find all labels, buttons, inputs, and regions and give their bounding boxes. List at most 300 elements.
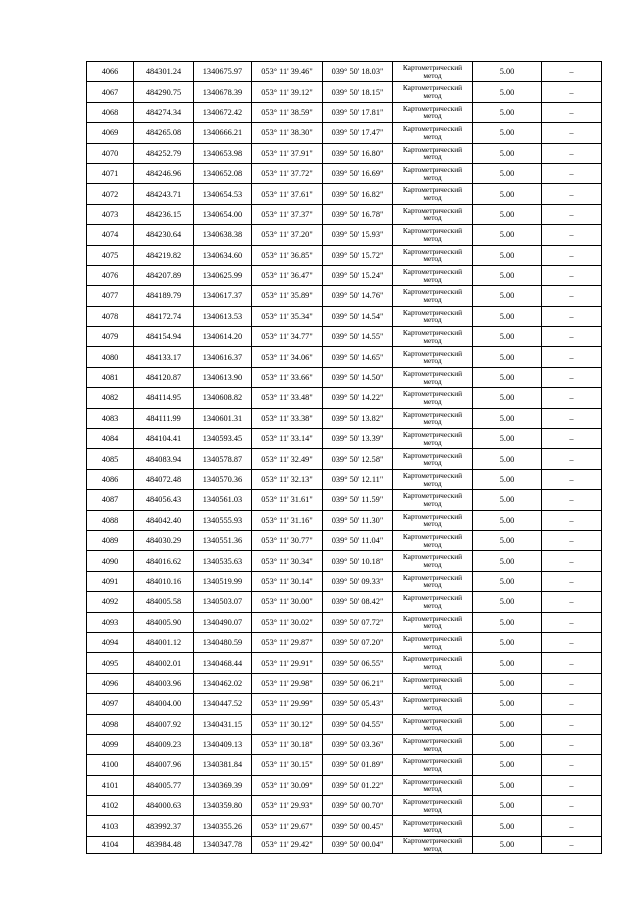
method-cell: Картометрический метод	[393, 347, 473, 367]
latitude-cell: 053° 11' 29.87"	[252, 632, 323, 652]
point-number-cell: 4093	[87, 612, 134, 632]
point-number-cell: 4088	[87, 510, 134, 530]
x-coordinate-cell: 484154.94	[134, 327, 194, 347]
method-cell: Картометрический метод	[393, 367, 473, 387]
precision-cell: 5.00	[473, 530, 542, 550]
method-cell: Картометрический метод	[393, 836, 473, 853]
note-cell: –	[542, 755, 602, 775]
method-cell: Картометрический метод	[393, 429, 473, 449]
longitude-cell: 039° 50' 16.80"	[323, 143, 393, 163]
x-coordinate-cell: 484005.58	[134, 592, 194, 612]
longitude-cell: 039° 50' 14.22"	[323, 388, 393, 408]
x-coordinate-cell: 484042.40	[134, 510, 194, 530]
point-number-cell: 4081	[87, 367, 134, 387]
table-row	[87, 265, 602, 285]
method-cell: Картометрический метод	[393, 143, 473, 163]
y-coordinate-cell: 1340447.52	[194, 694, 252, 714]
note-cell: –	[542, 836, 602, 853]
note-cell: –	[542, 245, 602, 265]
longitude-cell: 039° 50' 14.65"	[323, 347, 393, 367]
latitude-cell: 053° 11' 38.59"	[252, 102, 323, 122]
table-row	[87, 62, 602, 82]
x-coordinate-cell: 484072.48	[134, 469, 194, 489]
note-cell: –	[542, 653, 602, 673]
latitude-cell: 053° 11' 36.47"	[252, 265, 323, 285]
note-cell: –	[542, 327, 602, 347]
point-number-cell: 4097	[87, 694, 134, 714]
longitude-cell: 039° 50' 08.42"	[323, 592, 393, 612]
precision-cell: 5.00	[473, 836, 542, 853]
point-number-cell: 4077	[87, 286, 134, 306]
y-coordinate-cell: 1340654.53	[194, 184, 252, 204]
method-cell: Картометрический метод	[393, 694, 473, 714]
x-coordinate-cell: 484246.96	[134, 163, 194, 183]
table-row	[87, 490, 602, 510]
precision-cell: 5.00	[473, 265, 542, 285]
longitude-cell: 039° 50' 16.82"	[323, 184, 393, 204]
method-cell: Картометрический метод	[393, 796, 473, 816]
table-row	[87, 102, 602, 122]
y-coordinate-cell: 1340480.59	[194, 632, 252, 652]
method-cell: Картометрический метод	[393, 123, 473, 143]
method-cell: Картометрический метод	[393, 225, 473, 245]
y-coordinate-cell: 1340638.38	[194, 225, 252, 245]
note-cell: –	[542, 612, 602, 632]
latitude-cell: 053° 11' 30.34"	[252, 551, 323, 571]
table-row	[87, 694, 602, 714]
precision-cell: 5.00	[473, 367, 542, 387]
y-coordinate-cell: 1340468.44	[194, 653, 252, 673]
latitude-cell: 053° 11' 32.13"	[252, 469, 323, 489]
longitude-cell: 039° 50' 03.36"	[323, 734, 393, 754]
y-coordinate-cell: 1340490.07	[194, 612, 252, 632]
note-cell: –	[542, 102, 602, 122]
note-cell: –	[542, 184, 602, 204]
table-row	[87, 632, 602, 652]
x-coordinate-cell: 484230.64	[134, 225, 194, 245]
point-number-cell: 4072	[87, 184, 134, 204]
latitude-cell: 053° 11' 31.61"	[252, 490, 323, 510]
longitude-cell: 039° 50' 12.11"	[323, 469, 393, 489]
point-number-cell: 4087	[87, 490, 134, 510]
table-row	[87, 510, 602, 530]
latitude-cell: 053° 11' 34.77"	[252, 327, 323, 347]
y-coordinate-cell: 1340593.45	[194, 429, 252, 449]
precision-cell: 5.00	[473, 327, 542, 347]
longitude-cell: 039° 50' 15.24"	[323, 265, 393, 285]
note-cell: –	[542, 367, 602, 387]
note-cell: –	[542, 796, 602, 816]
y-coordinate-cell: 1340431.15	[194, 714, 252, 734]
point-number-cell: 4086	[87, 469, 134, 489]
table-row	[87, 184, 602, 204]
point-number-cell: 4090	[87, 551, 134, 571]
method-cell: Картометрический метод	[393, 82, 473, 102]
x-coordinate-cell: 484010.16	[134, 571, 194, 591]
latitude-cell: 053° 11' 30.09"	[252, 775, 323, 795]
table-row	[87, 388, 602, 408]
x-coordinate-cell: 484301.24	[134, 62, 194, 82]
x-coordinate-cell: 484030.29	[134, 530, 194, 550]
x-coordinate-cell: 484007.92	[134, 714, 194, 734]
note-cell: –	[542, 571, 602, 591]
precision-cell: 5.00	[473, 347, 542, 367]
precision-cell: 5.00	[473, 408, 542, 428]
precision-cell: 5.00	[473, 449, 542, 469]
table-row	[87, 673, 602, 693]
table-row	[87, 551, 602, 571]
y-coordinate-cell: 1340652.08	[194, 163, 252, 183]
x-coordinate-cell: 484005.77	[134, 775, 194, 795]
y-coordinate-cell: 1340608.82	[194, 388, 252, 408]
x-coordinate-cell: 484219.82	[134, 245, 194, 265]
note-cell: –	[542, 429, 602, 449]
precision-cell: 5.00	[473, 592, 542, 612]
precision-cell: 5.00	[473, 551, 542, 571]
latitude-cell: 053° 11' 33.48"	[252, 388, 323, 408]
latitude-cell: 053° 11' 30.00"	[252, 592, 323, 612]
x-coordinate-cell: 484207.89	[134, 265, 194, 285]
table-row	[87, 408, 602, 428]
latitude-cell: 053° 11' 37.91"	[252, 143, 323, 163]
point-number-cell: 4095	[87, 653, 134, 673]
method-cell: Картометрический метод	[393, 286, 473, 306]
longitude-cell: 039° 50' 06.55"	[323, 653, 393, 673]
note-cell: –	[542, 734, 602, 754]
table-body	[87, 62, 602, 854]
note-cell: –	[542, 490, 602, 510]
latitude-cell: 053° 11' 29.42"	[252, 836, 323, 853]
table-row	[87, 755, 602, 775]
longitude-cell: 039° 50' 16.78"	[323, 204, 393, 224]
note-cell: –	[542, 694, 602, 714]
point-number-cell: 4089	[87, 530, 134, 550]
point-number-cell: 4067	[87, 82, 134, 102]
x-coordinate-cell: 484016.62	[134, 551, 194, 571]
table-row	[87, 327, 602, 347]
method-cell: Картометрический метод	[393, 673, 473, 693]
y-coordinate-cell: 1340555.93	[194, 510, 252, 530]
note-cell: –	[542, 673, 602, 693]
note-cell: –	[542, 469, 602, 489]
table-row	[87, 245, 602, 265]
note-cell: –	[542, 592, 602, 612]
precision-cell: 5.00	[473, 123, 542, 143]
point-number-cell: 4070	[87, 143, 134, 163]
note-cell: –	[542, 775, 602, 795]
x-coordinate-cell: 484056.43	[134, 490, 194, 510]
point-number-cell: 4094	[87, 632, 134, 652]
method-cell: Картометрический метод	[393, 163, 473, 183]
latitude-cell: 053° 11' 39.12"	[252, 82, 323, 102]
y-coordinate-cell: 1340519.99	[194, 571, 252, 591]
point-number-cell: 4078	[87, 306, 134, 326]
x-coordinate-cell: 484002.01	[134, 653, 194, 673]
longitude-cell: 039° 50' 07.72"	[323, 612, 393, 632]
note-cell: –	[542, 510, 602, 530]
longitude-cell: 039° 50' 13.82"	[323, 408, 393, 428]
table-row	[87, 796, 602, 816]
longitude-cell: 039° 50' 04.55"	[323, 714, 393, 734]
method-cell: Картометрический метод	[393, 184, 473, 204]
y-coordinate-cell: 1340672.42	[194, 102, 252, 122]
latitude-cell: 053° 11' 33.38"	[252, 408, 323, 428]
y-coordinate-cell: 1340535.63	[194, 551, 252, 571]
longitude-cell: 039° 50' 14.55"	[323, 327, 393, 347]
method-cell: Картометрический метод	[393, 408, 473, 428]
table-row	[87, 592, 602, 612]
note-cell: –	[542, 306, 602, 326]
x-coordinate-cell: 483992.37	[134, 816, 194, 836]
longitude-cell: 039° 50' 11.30"	[323, 510, 393, 530]
longitude-cell: 039° 50' 18.03"	[323, 62, 393, 82]
note-cell: –	[542, 143, 602, 163]
note-cell: –	[542, 449, 602, 469]
y-coordinate-cell: 1340578.87	[194, 449, 252, 469]
y-coordinate-cell: 1340381.84	[194, 755, 252, 775]
x-coordinate-cell: 484005.90	[134, 612, 194, 632]
precision-cell: 5.00	[473, 429, 542, 449]
point-number-cell: 4071	[87, 163, 134, 183]
note-cell: –	[542, 551, 602, 571]
point-number-cell: 4100	[87, 755, 134, 775]
point-number-cell: 4085	[87, 449, 134, 469]
latitude-cell: 053° 11' 30.02"	[252, 612, 323, 632]
method-cell: Картометрический метод	[393, 734, 473, 754]
table-row	[87, 286, 602, 306]
x-coordinate-cell: 484252.79	[134, 143, 194, 163]
method-cell: Картометрический метод	[393, 653, 473, 673]
y-coordinate-cell: 1340625.99	[194, 265, 252, 285]
x-coordinate-cell: 484007.96	[134, 755, 194, 775]
y-coordinate-cell: 1340570.36	[194, 469, 252, 489]
point-number-cell: 4075	[87, 245, 134, 265]
table-row	[87, 225, 602, 245]
method-cell: Картометрический метод	[393, 102, 473, 122]
coordinates-table-wrapper	[86, 61, 601, 854]
method-cell: Картометрический метод	[393, 265, 473, 285]
longitude-cell: 039° 50' 13.39"	[323, 429, 393, 449]
longitude-cell: 039° 50' 07.20"	[323, 632, 393, 652]
y-coordinate-cell: 1340613.53	[194, 306, 252, 326]
point-number-cell: 4102	[87, 796, 134, 816]
y-coordinate-cell: 1340617.37	[194, 286, 252, 306]
latitude-cell: 053° 11' 30.14"	[252, 571, 323, 591]
point-number-cell: 4098	[87, 714, 134, 734]
latitude-cell: 053° 11' 38.30"	[252, 123, 323, 143]
x-coordinate-cell: 484003.96	[134, 673, 194, 693]
y-coordinate-cell: 1340654.00	[194, 204, 252, 224]
table-row	[87, 367, 602, 387]
method-cell: Картометрический метод	[393, 62, 473, 82]
latitude-cell: 053° 11' 30.18"	[252, 734, 323, 754]
precision-cell: 5.00	[473, 225, 542, 245]
y-coordinate-cell: 1340369.39	[194, 775, 252, 795]
longitude-cell: 039° 50' 16.69"	[323, 163, 393, 183]
table-row	[87, 429, 602, 449]
precision-cell: 5.00	[473, 571, 542, 591]
latitude-cell: 053° 11' 36.85"	[252, 245, 323, 265]
x-coordinate-cell: 484172.74	[134, 306, 194, 326]
precision-cell: 5.00	[473, 163, 542, 183]
precision-cell: 5.00	[473, 469, 542, 489]
longitude-cell: 039° 50' 15.72"	[323, 245, 393, 265]
method-cell: Картометрический метод	[393, 469, 473, 489]
y-coordinate-cell: 1340653.98	[194, 143, 252, 163]
precision-cell: 5.00	[473, 102, 542, 122]
latitude-cell: 053° 11' 37.72"	[252, 163, 323, 183]
latitude-cell: 053° 11' 34.06"	[252, 347, 323, 367]
precision-cell: 5.00	[473, 245, 542, 265]
note-cell: –	[542, 714, 602, 734]
precision-cell: 5.00	[473, 714, 542, 734]
note-cell: –	[542, 225, 602, 245]
latitude-cell: 053° 11' 30.77"	[252, 530, 323, 550]
method-cell: Картометрический метод	[393, 775, 473, 795]
latitude-cell: 053° 11' 37.20"	[252, 225, 323, 245]
y-coordinate-cell: 1340355.26	[194, 816, 252, 836]
precision-cell: 5.00	[473, 184, 542, 204]
longitude-cell: 039° 50' 01.22"	[323, 775, 393, 795]
table-row	[87, 612, 602, 632]
precision-cell: 5.00	[473, 143, 542, 163]
table-row	[87, 836, 602, 853]
precision-cell: 5.00	[473, 775, 542, 795]
latitude-cell: 053° 11' 37.61"	[252, 184, 323, 204]
precision-cell: 5.00	[473, 62, 542, 82]
note-cell: –	[542, 286, 602, 306]
point-number-cell: 4079	[87, 327, 134, 347]
precision-cell: 5.00	[473, 734, 542, 754]
x-coordinate-cell: 484265.08	[134, 123, 194, 143]
longitude-cell: 039° 50' 09.33"	[323, 571, 393, 591]
longitude-cell: 039° 50' 14.76"	[323, 286, 393, 306]
latitude-cell: 053° 11' 30.12"	[252, 714, 323, 734]
method-cell: Картометрический метод	[393, 245, 473, 265]
point-number-cell: 4096	[87, 673, 134, 693]
method-cell: Картометрический метод	[393, 816, 473, 836]
x-coordinate-cell: 484114.95	[134, 388, 194, 408]
method-cell: Картометрический метод	[393, 632, 473, 652]
latitude-cell: 053° 11' 35.89"	[252, 286, 323, 306]
note-cell: –	[542, 82, 602, 102]
y-coordinate-cell: 1340614.20	[194, 327, 252, 347]
note-cell: –	[542, 530, 602, 550]
precision-cell: 5.00	[473, 510, 542, 530]
coordinates-table	[86, 61, 602, 854]
x-coordinate-cell: 484236.15	[134, 204, 194, 224]
latitude-cell: 053° 11' 35.34"	[252, 306, 323, 326]
point-number-cell: 4083	[87, 408, 134, 428]
x-coordinate-cell: 484004.00	[134, 694, 194, 714]
x-coordinate-cell: 484009.23	[134, 734, 194, 754]
x-coordinate-cell: 484274.34	[134, 102, 194, 122]
latitude-cell: 053° 11' 29.67"	[252, 816, 323, 836]
x-coordinate-cell: 484133.17	[134, 347, 194, 367]
latitude-cell: 053° 11' 39.46"	[252, 62, 323, 82]
point-number-cell: 4104	[87, 836, 134, 853]
note-cell: –	[542, 265, 602, 285]
table-row	[87, 734, 602, 754]
method-cell: Картометрический метод	[393, 510, 473, 530]
y-coordinate-cell: 1340503.07	[194, 592, 252, 612]
table-row	[87, 306, 602, 326]
longitude-cell: 039° 50' 10.18"	[323, 551, 393, 571]
point-number-cell: 4073	[87, 204, 134, 224]
y-coordinate-cell: 1340359.80	[194, 796, 252, 816]
method-cell: Картометрический метод	[393, 612, 473, 632]
point-number-cell: 4092	[87, 592, 134, 612]
longitude-cell: 039° 50' 01.89"	[323, 755, 393, 775]
table-row	[87, 816, 602, 836]
table-row	[87, 82, 602, 102]
precision-cell: 5.00	[473, 204, 542, 224]
x-coordinate-cell: 484001.12	[134, 632, 194, 652]
x-coordinate-cell: 484120.87	[134, 367, 194, 387]
method-cell: Картометрический метод	[393, 449, 473, 469]
method-cell: Картометрический метод	[393, 755, 473, 775]
longitude-cell: 039° 50' 17.47"	[323, 123, 393, 143]
x-coordinate-cell: 483984.48	[134, 836, 194, 853]
latitude-cell: 053° 11' 29.91"	[252, 653, 323, 673]
note-cell: –	[542, 347, 602, 367]
point-number-cell: 4091	[87, 571, 134, 591]
note-cell: –	[542, 163, 602, 183]
latitude-cell: 053° 11' 29.93"	[252, 796, 323, 816]
y-coordinate-cell: 1340347.78	[194, 836, 252, 853]
longitude-cell: 039° 50' 00.04"	[323, 836, 393, 853]
longitude-cell: 039° 50' 00.70"	[323, 796, 393, 816]
precision-cell: 5.00	[473, 306, 542, 326]
x-coordinate-cell: 484111.99	[134, 408, 194, 428]
method-cell: Картометрический метод	[393, 592, 473, 612]
precision-cell: 5.00	[473, 694, 542, 714]
x-coordinate-cell: 484290.75	[134, 82, 194, 102]
longitude-cell: 039° 50' 00.45"	[323, 816, 393, 836]
precision-cell: 5.00	[473, 388, 542, 408]
method-cell: Картометрический метод	[393, 490, 473, 510]
note-cell: –	[542, 388, 602, 408]
longitude-cell: 039° 50' 06.21"	[323, 673, 393, 693]
table-row	[87, 469, 602, 489]
table-row	[87, 530, 602, 550]
table-row	[87, 571, 602, 591]
point-number-cell: 4068	[87, 102, 134, 122]
longitude-cell: 039° 50' 11.59"	[323, 490, 393, 510]
precision-cell: 5.00	[473, 796, 542, 816]
method-cell: Картометрический метод	[393, 204, 473, 224]
y-coordinate-cell: 1340678.39	[194, 82, 252, 102]
x-coordinate-cell: 484189.79	[134, 286, 194, 306]
point-number-cell: 4101	[87, 775, 134, 795]
note-cell: –	[542, 816, 602, 836]
y-coordinate-cell: 1340666.21	[194, 123, 252, 143]
longitude-cell: 039° 50' 11.04"	[323, 530, 393, 550]
table-row	[87, 143, 602, 163]
latitude-cell: 053° 11' 32.49"	[252, 449, 323, 469]
latitude-cell: 053° 11' 29.98"	[252, 673, 323, 693]
latitude-cell: 053° 11' 37.37"	[252, 204, 323, 224]
method-cell: Картометрический метод	[393, 388, 473, 408]
note-cell: –	[542, 123, 602, 143]
y-coordinate-cell: 1340616.37	[194, 347, 252, 367]
point-number-cell: 4066	[87, 62, 134, 82]
longitude-cell: 039° 50' 12.58"	[323, 449, 393, 469]
point-number-cell: 4103	[87, 816, 134, 836]
table-row	[87, 347, 602, 367]
longitude-cell: 039° 50' 15.93"	[323, 225, 393, 245]
method-cell: Картометрический метод	[393, 327, 473, 347]
